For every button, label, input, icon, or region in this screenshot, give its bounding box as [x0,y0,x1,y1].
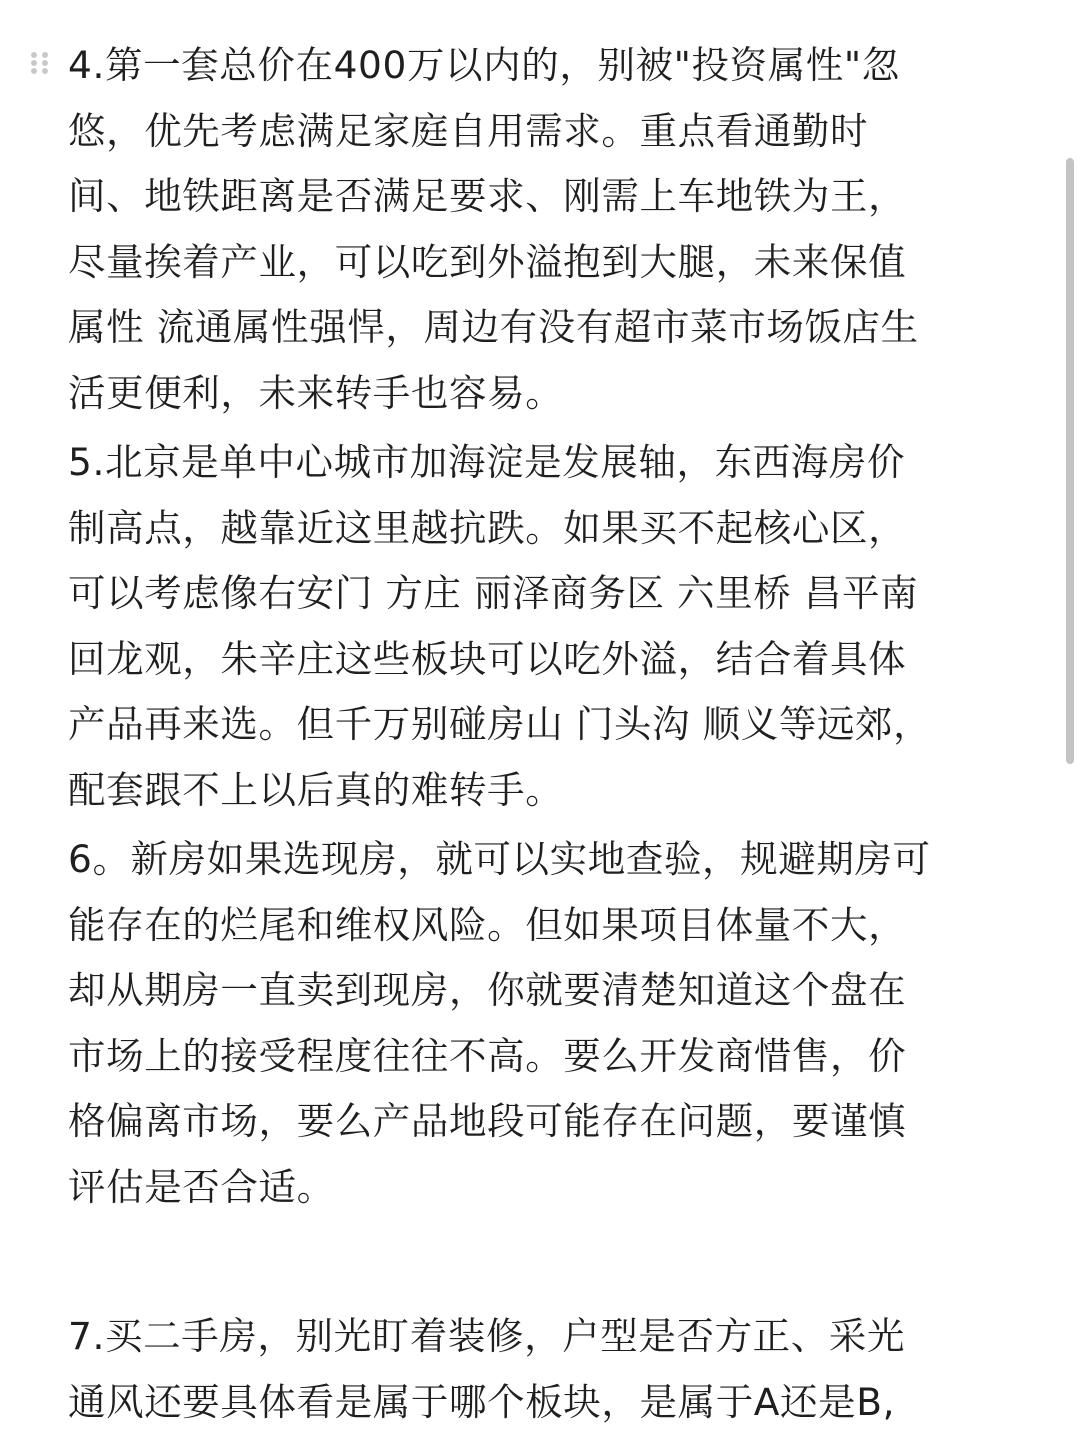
vertical-scrollbar[interactable] [1066,158,1074,764]
paragraph-7: 7.买二手房，别光盯着装修，户型是否方正、采光 通风还要具体看是属于哪个板块，是属于A还是B, [68,1314,906,1424]
paragraph-6: 6。新房如果选现房，就可以实地查验，规避期房可 能存在的烂尾和维权风险。但如果项目体量不大， 却从期房一直卖到现房，你就要清楚知道这个盘在 市场上的接受程度往往不高。要么开发商惜售，价 格偏离市场，要么产品地段可能存在问题，要谨慎 评估是否合适。 [68,837,931,1209]
paragraph-4: 4.第一套总价在400万以内的，别被"投资属性"忽 悠，优先考虑满足家庭自用需求。重点看通勤时 间、地铁距离是否满足要求、刚需上车地铁为王， 尽量挨着产业，可以吃到外溢抱到大腿，未来保值 属性 流通属性强悍，周边有没有超市菜市场饭店生 活更便利，未来转手也容易。 [68,43,919,415]
drag-dot [42,60,48,66]
document-body [68,33,1014,1439]
drag-dot [31,60,37,66]
drag-dot [31,68,37,74]
drag-handle-icon[interactable] [31,52,49,74]
drag-dot [42,68,48,74]
paragraph-5: 5.北京是单中心城市加海淀是发展轴，东西海房价 制高点，越靠近这里越抗跌。如果买不起核心区， 可以考虑像右安门 方庄 丽泽商务区 六里桥 昌平南 回龙观，朱辛庄这些板块可以吃外溢，结合着具体 产品再来选。但千万别碰房山 门头沟 顺义等远郊， 配套跟不上以后真的难转手。 [68,440,932,812]
drag-dot [31,52,37,58]
drag-dot [42,52,48,58]
